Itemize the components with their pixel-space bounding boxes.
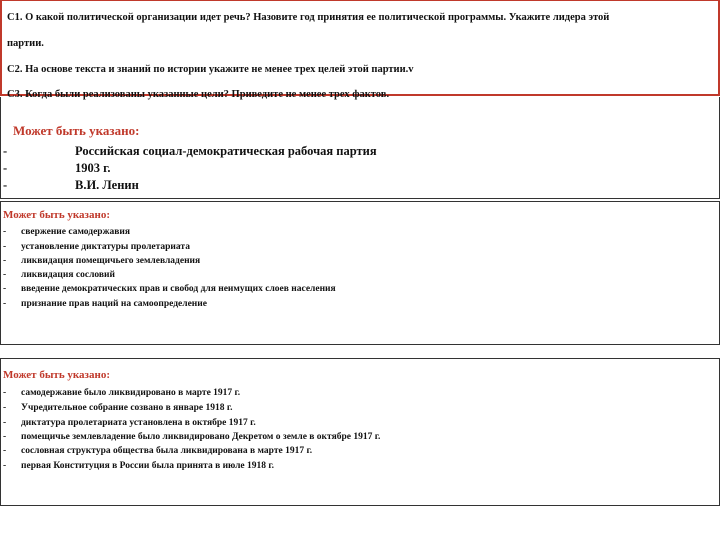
list-item: - ликвидация сословий [3, 270, 116, 280]
list-item: - свержение самодержавия [3, 227, 130, 237]
answer-c2-box [0, 201, 720, 345]
list-item: - ликвидация помещичьего землевладения [3, 256, 201, 266]
answer-c1-box [0, 97, 720, 199]
list-item: - диктатура пролетариата установлена в октябре 1917 г. [3, 418, 256, 428]
list-item: - первая Конституция в России была принята в июле 1918 г. [3, 461, 274, 471]
answer-c3-box [0, 358, 720, 506]
list-item: - помещичье землевладение было ликвидировано Декретом о земле в октябре 1917 г. [3, 432, 381, 442]
list-item: - Российская социал-демократическая рабочая партия [3, 144, 377, 158]
list-item: - признание прав наций на самоопределение [3, 299, 207, 309]
list-item: - самодержавие было ликвидировано в марте 1917 г. [3, 388, 241, 398]
question-c1-continuation: партии. [7, 38, 44, 49]
list-item: - В.И. Ленин [3, 178, 139, 192]
answer-c3-header: Может быть указано: [3, 369, 110, 381]
answer-c2-header: Может быть указано: [3, 209, 110, 221]
question-c1: C1. О какой политической организации идет речь? Назовите год принятия ее политической программы. Укажите лидера этой партии. [7, 12, 610, 49]
list-item: - 1903 г. [3, 161, 111, 175]
answer-c1-header: Может быть указано: [13, 123, 140, 138]
list-item: - сословная структура общества была ликвидирована в марте 1917 г. [3, 446, 313, 456]
questions-box [0, 0, 720, 100]
list-item: - Учредительное собрание созвано в январе 1918 г. [3, 403, 233, 413]
question-c2: C2. На основе текста и знаний по истории укажите не менее трех целей этой партии.v [7, 64, 414, 75]
list-item: - установление диктатуры пролетариата [3, 242, 190, 252]
list-item: - введение демократических прав и свобод для неимущих слоев населения [3, 284, 336, 294]
question-c3: C3. Когда были реализованы указанные цели? Приведите не менее трех фактов. [7, 89, 390, 100]
